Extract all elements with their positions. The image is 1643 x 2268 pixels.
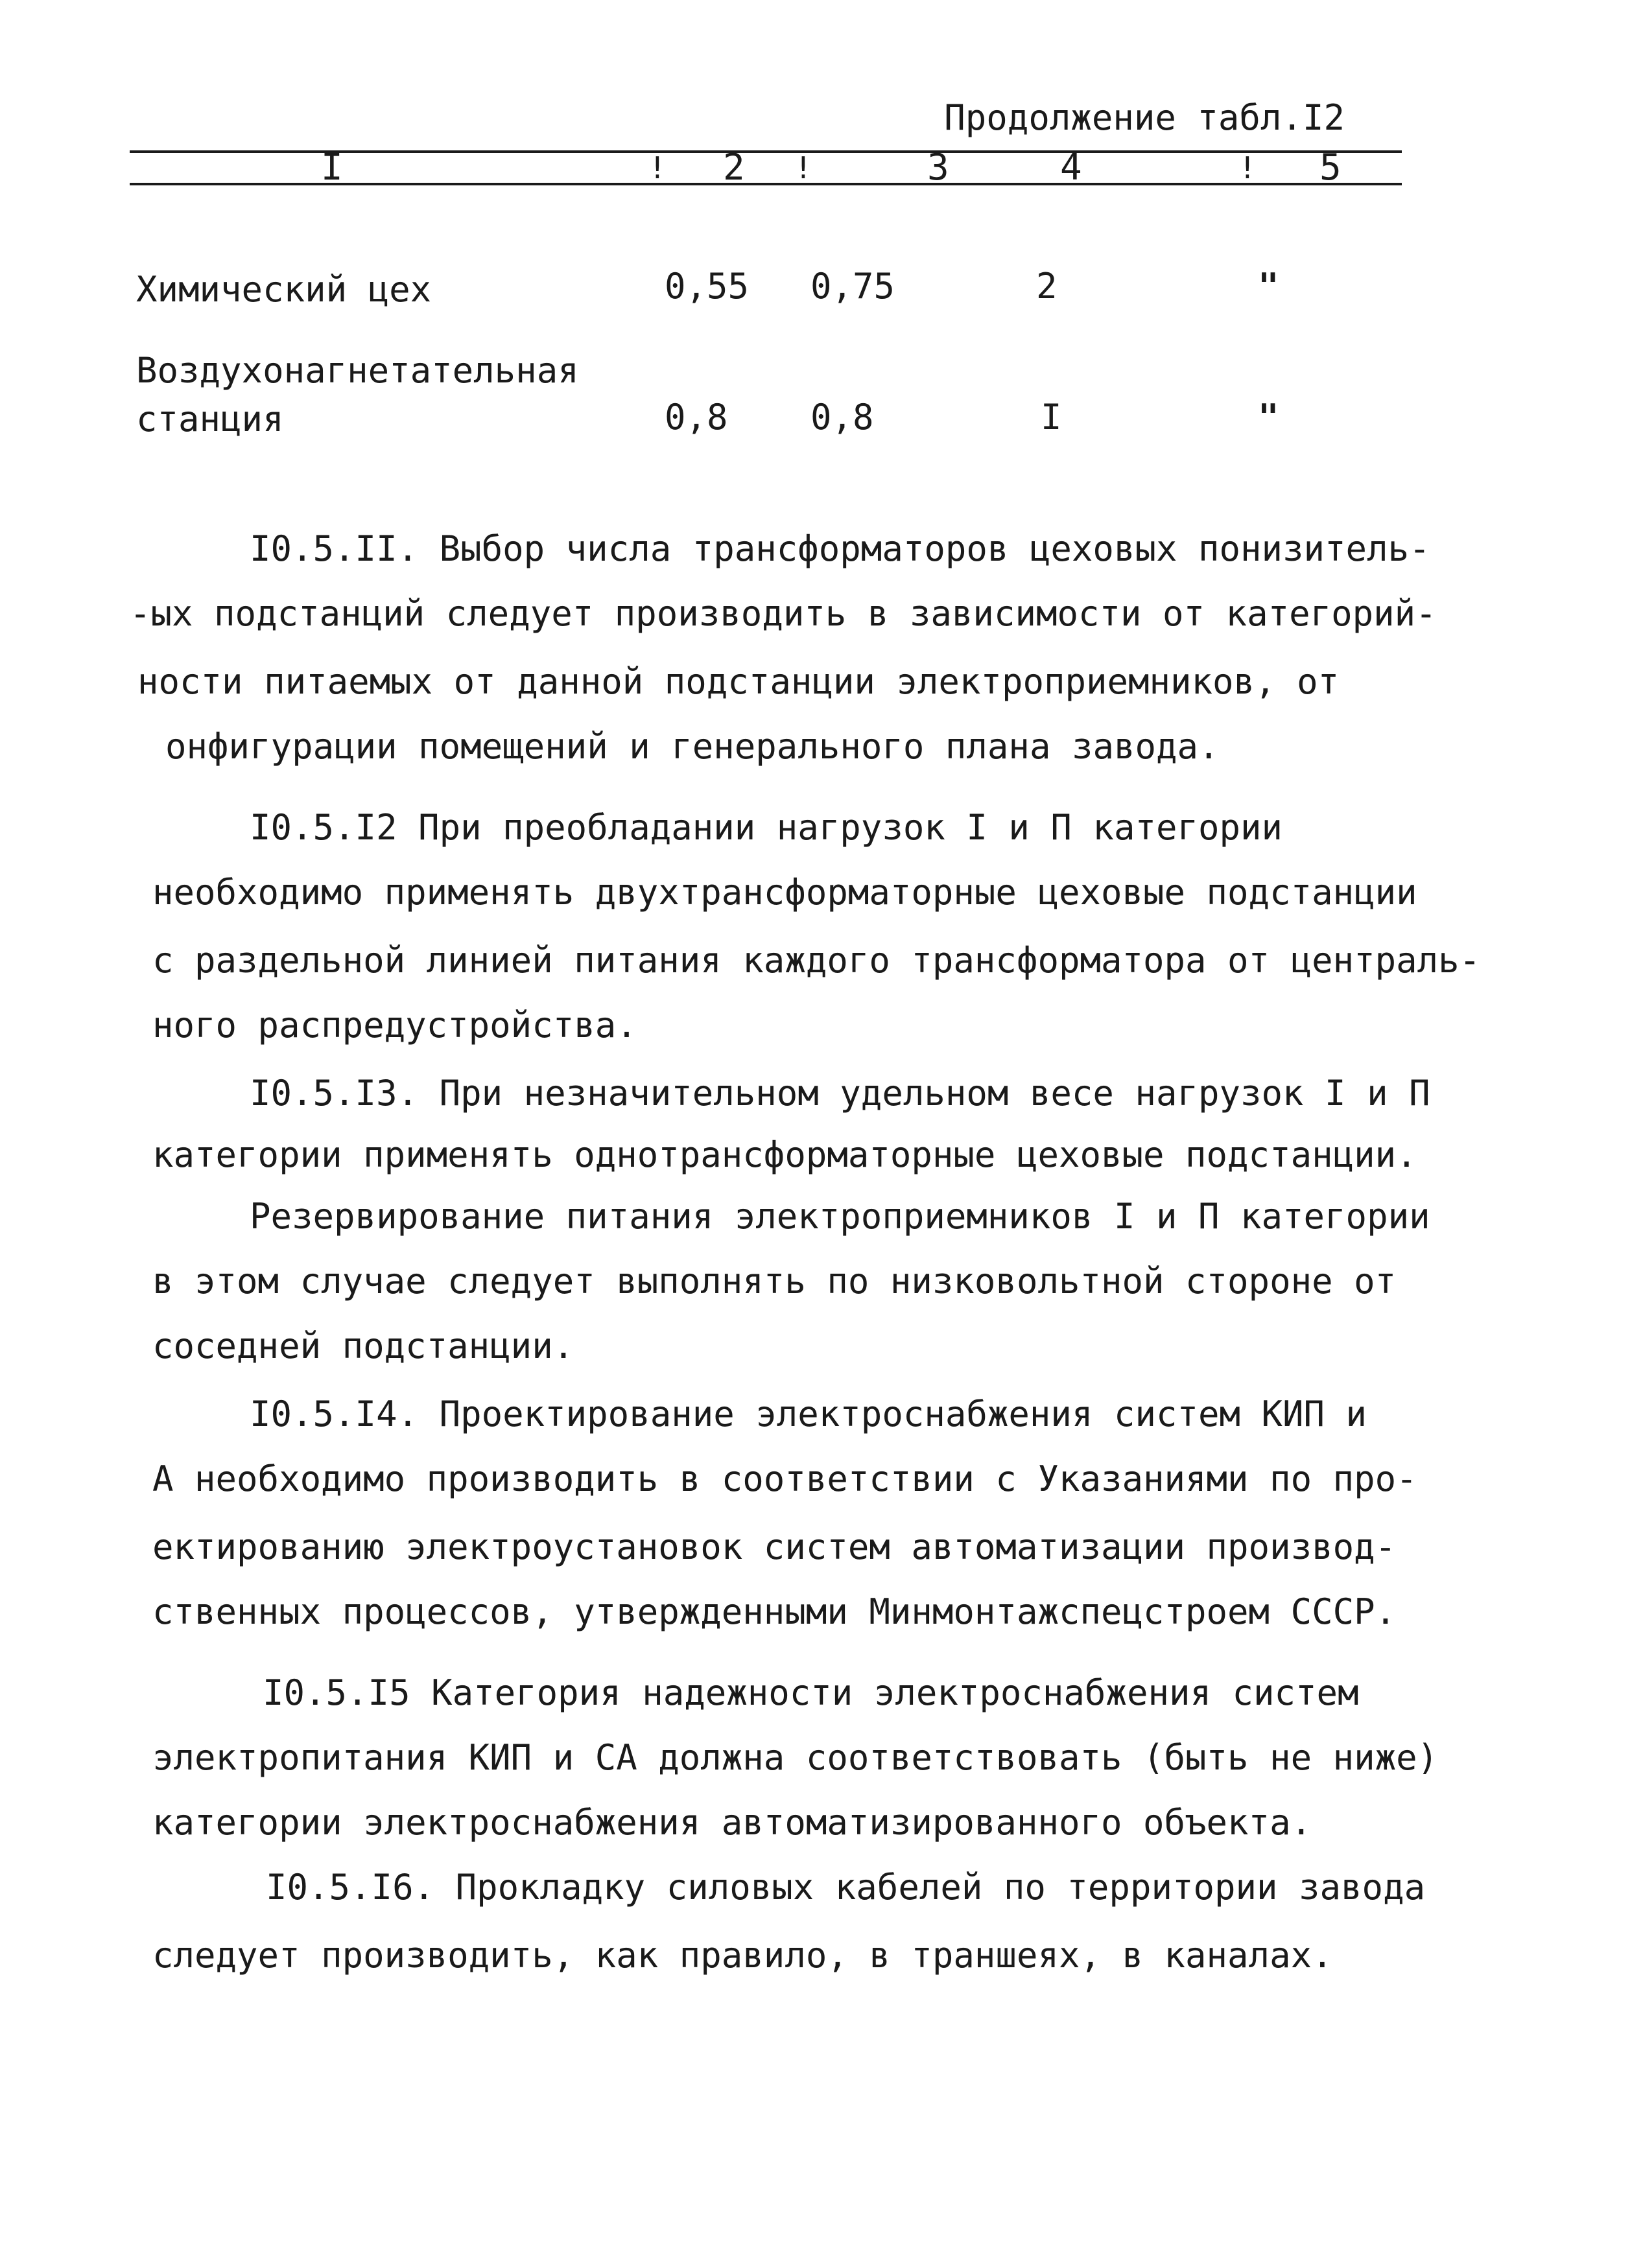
paragraph-line: I0.5.I3. При незначительном удельном весе нагрузок I и П [250, 1073, 1430, 1114]
column-header-3: 3 [927, 146, 949, 189]
paragraph-line: Резервирование питания электроприемников I и П категории [250, 1196, 1430, 1237]
paragraph-line: в этом случае следует выполнять по низковольтной стороне от [152, 1261, 1397, 1302]
column-header-2: 2 [723, 146, 745, 189]
paragraph-line: -ых подстанций следует производить в зависимости от категорий- [130, 593, 1437, 634]
paragraph-line: онфигурации помещений и генерального плана завода. [165, 726, 1220, 767]
paragraph-line: категории электроснабжения автоматизированного объекта. [152, 1802, 1312, 1843]
paragraph-line: следует производить, как правило, в траншеях, в каналах. [152, 1935, 1333, 1976]
table-cell: 0,55 [665, 266, 750, 307]
paragraph-line: необходимо применять двухтрансформаторные цеховые подстанции [152, 872, 1417, 913]
paragraph-line: I0.5.II. Выбор числа трансформаторов цеховых понизитель- [250, 528, 1430, 569]
column-separator: ! [1238, 150, 1257, 185]
column-separator: ! [648, 150, 667, 185]
paragraph-line: категории применять однотрансформаторные цеховые подстанции. [152, 1134, 1417, 1175]
paragraph-line: I0.5.I4. Проектирование электроснабжения систем КИП и [250, 1394, 1367, 1434]
table-cell: 2 [1036, 266, 1058, 307]
paragraph-line: I0.5.I6. Прокладку силовых кабелей по территории завода [266, 1867, 1426, 1908]
table-cell: I [1041, 397, 1062, 438]
ditto-mark: " [1258, 397, 1279, 438]
paragraph-line: I0.5.I5 Категория надежности электроснабжения систем [263, 1672, 1359, 1713]
column-separator: ! [794, 150, 812, 185]
table-row-name: Воздухонагнетательная [136, 350, 579, 391]
paragraph-line: ектированию электроустановок систем автоматизации производ- [152, 1526, 1397, 1567]
table-row-name-continued: станция [136, 399, 284, 439]
table-cell: 0,8 [810, 397, 874, 438]
table-cell: 0,75 [810, 266, 895, 307]
paragraph-line: А необходимо производить в соответствии с Указаниями по про- [152, 1458, 1417, 1499]
table-caption: Продолжение табл.I2 [944, 97, 1345, 138]
column-header-4: 4 [1060, 146, 1082, 189]
column-header-5: 5 [1319, 146, 1342, 189]
paragraph-line: ственных процессов, утвержденными Минмонтажспецстроем СССР. [152, 1591, 1397, 1632]
paragraph-line: I0.5.I2 При преобладании нагрузок I и П категории [250, 807, 1283, 848]
paragraph-line: соседней подстанции. [152, 1326, 574, 1366]
paragraph-line: ности питаемых от данной подстанции электроприемников, от [137, 661, 1340, 702]
table-row-name: Химический цех [136, 269, 432, 310]
table-cell: 0,8 [665, 397, 728, 438]
paragraph-line: электропитания КИП и СА должна соответствовать (быть не ниже) [152, 1737, 1439, 1778]
ditto-mark: " [1258, 266, 1279, 307]
paragraph-line: ного распредустройства. [152, 1005, 637, 1046]
column-header-1: I [321, 146, 343, 189]
paragraph-line: с раздельной линией питания каждого трансформатора от централь- [152, 940, 1481, 981]
